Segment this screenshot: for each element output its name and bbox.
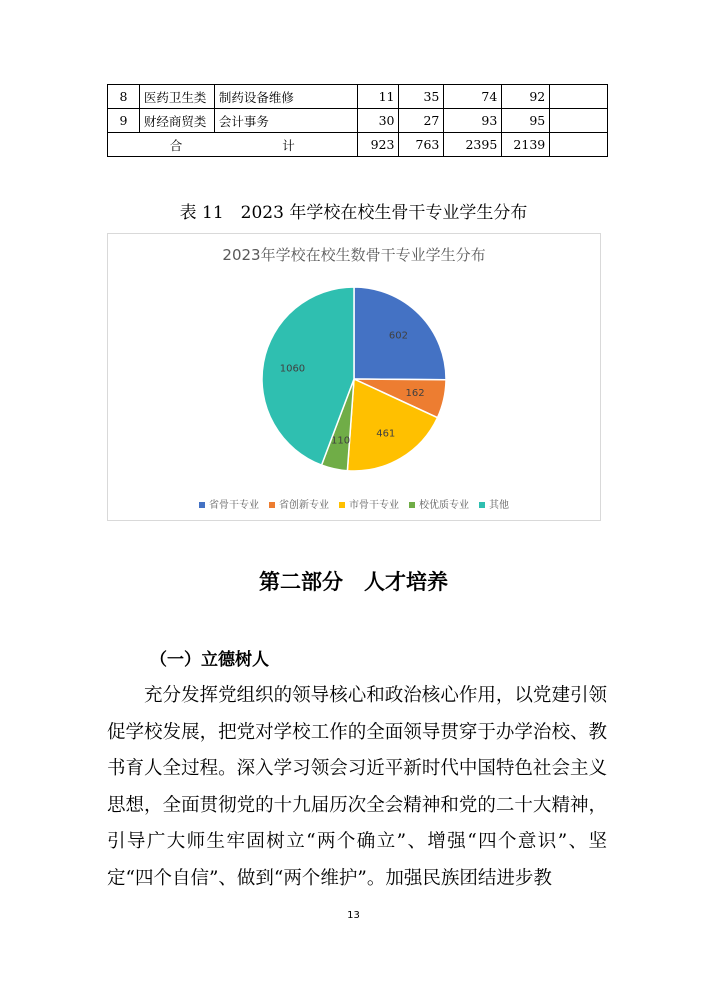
- data-label-2: 162: [405, 388, 425, 400]
- category-cell: 财经商贸类: [139, 109, 214, 133]
- table-caption: 表 11 2023 年学校在校生骨干专业学生分布: [179, 203, 528, 223]
- row-number: 9: [108, 109, 140, 133]
- legend-item: [199, 496, 259, 511]
- chart-legend: [108, 496, 600, 511]
- legend-swatch: [199, 502, 205, 508]
- row-number: 8: [108, 85, 140, 109]
- major-cell: 制药设备维修: [214, 85, 357, 109]
- total-label-b: 计: [282, 137, 295, 153]
- total-value: 923: [357, 133, 399, 157]
- legend-item: [269, 496, 329, 511]
- pie-chart: [107, 233, 601, 521]
- data-label-4: 110: [331, 435, 351, 447]
- value-cell: 11: [357, 85, 399, 109]
- total-value: 2139: [502, 133, 550, 157]
- data-table: [107, 84, 608, 157]
- value-cell: 93: [444, 109, 502, 133]
- total-label-a: 合: [169, 137, 183, 153]
- total-value: 2395: [444, 133, 502, 157]
- chart-title: 2023年学校在校生数骨干专业学生分布: [222, 246, 486, 264]
- value-cell: [550, 109, 608, 133]
- category-cell: 医药卫生类: [139, 85, 214, 109]
- legend-swatch: [339, 502, 345, 508]
- total-value: 763: [399, 133, 444, 157]
- part-title: 第二部分 人才培养: [259, 570, 448, 594]
- value-cell: 92: [502, 85, 550, 109]
- total-label: [108, 133, 358, 157]
- total-row: [108, 133, 608, 157]
- legend-item: [339, 496, 399, 511]
- legend-label: 市骨干专业: [349, 500, 399, 511]
- table-row: [108, 109, 608, 133]
- page-number: 13: [347, 910, 360, 921]
- data-label-1: 602: [388, 330, 408, 342]
- legend-swatch: [479, 502, 485, 508]
- total-value: [550, 133, 608, 157]
- legend-swatch: [409, 502, 415, 508]
- value-cell: 95: [502, 109, 550, 133]
- body-paragraph: 充分发挥党组织的领导核心和政治核心作用，以党建引领促学校发展，把党对学校工作的全面领导贯穿于办学治校、教书育人全过程。深入学习领会习近平新时代中国特色社会主义思想，全面贯彻党的十九届历次全会精神和党的二十大精神，引导广大师生牢固树立“两个确立”、增强“四个意识”、坚定“四个自信”、做到“两个维护”。加强民族团结进步教: [107, 685, 607, 889]
- legend-item: [479, 496, 509, 511]
- pie-svg: [108, 234, 602, 522]
- legend-label: 校优质专业: [419, 500, 469, 511]
- legend-label: 省创新专业: [279, 500, 329, 511]
- value-cell: 35: [399, 85, 444, 109]
- value-cell: [550, 85, 608, 109]
- legend-label: 其他: [489, 500, 509, 511]
- legend-item: [409, 496, 469, 511]
- data-label-5: 1060: [279, 363, 306, 375]
- major-cell: 会计事务: [214, 109, 357, 133]
- value-cell: 74: [444, 85, 502, 109]
- table-row: [108, 85, 608, 109]
- legend-label: 省骨干专业: [209, 500, 259, 511]
- value-cell: 30: [357, 109, 399, 133]
- data-label-3: 461: [376, 428, 396, 440]
- section-title: （一）立德树人: [150, 650, 269, 670]
- legend-swatch: [269, 502, 275, 508]
- value-cell: 27: [399, 109, 444, 133]
